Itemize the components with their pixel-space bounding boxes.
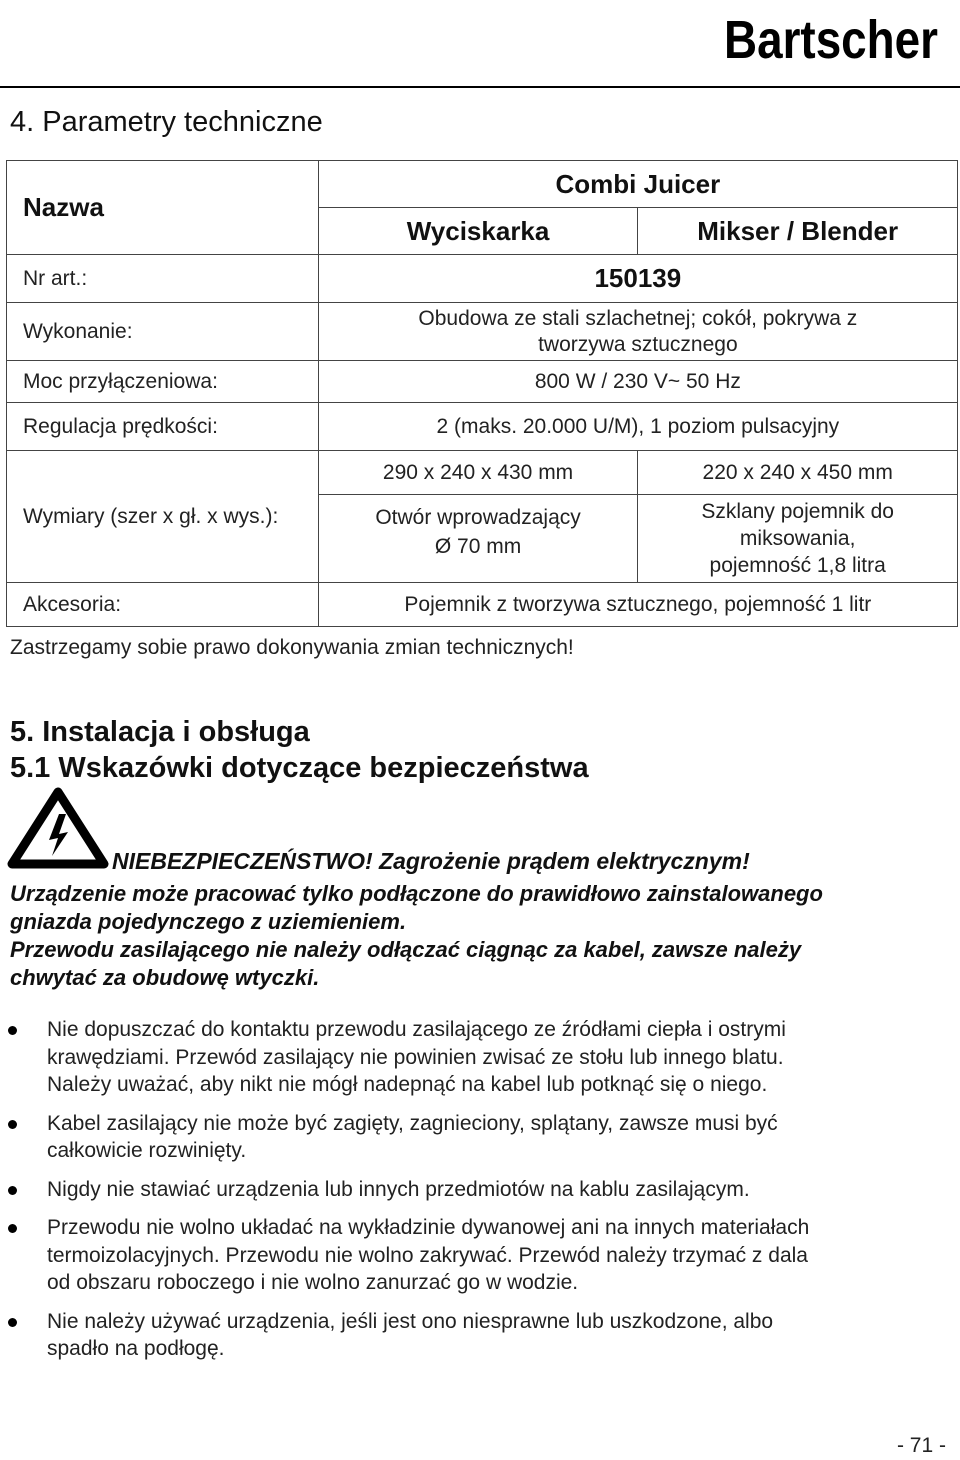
subsection-title: 5.1 Wskazówki dotyczące bezpieczeństwa [10,752,589,784]
logo-text: Bartscher [724,10,938,70]
list-item-line: Przewodu nie wolno układać na wykładzinie dywanowej ani na innych materiałach [47,1216,810,1239]
list-item-line: całkowicie rozwinięty. [47,1139,247,1162]
list-item [0,1214,960,1297]
electric-hazard-icon [6,786,110,870]
art-label: Nr art.: [7,255,319,303]
jar-line: Szklany pojemnik do [701,500,894,523]
list-item-line: termoizolacyjnych. Przewodu nie wolno zakrywać. Przewód należy trzymać z dala [47,1243,808,1267]
safety-list [0,1016,960,1374]
speed-label: Regulacja prędkości: [7,403,319,451]
list-item-line: spadło na podłogę. [47,1337,225,1360]
art-value: 150139 [318,255,957,303]
warning-text: Urządzenie może pracować tylko podłączone do prawidłowo zainstalowanego [10,881,823,906]
warning-text: gniazda pojedynczego z uziemieniem. [10,909,407,934]
variant-juicer: Wyciskarka [318,208,638,255]
bullet-icon [8,1224,17,1233]
list-item [0,1016,960,1099]
list-item-line: Nie dopuszczać do kontaktu przewodu zasilającego ze źródłami ciepła i ostrymi [47,1018,786,1041]
section-title: 5. Instalacja i obsługa [10,716,310,748]
list-item-line: Należy uważać, aby nikt nie mógł nadepnąć na kabel lub potknąć się o niego. [47,1073,768,1096]
list-item-line: krawędziami. Przewód zasilający nie powinien zwisać ze stołu lub innego blatu. [47,1045,784,1069]
list-item-line: Nigdy nie stawiać urządzenia lub innych przedmiotów na kablu zasilającym. [47,1177,750,1201]
power-label: Moc przyłączeniowa: [7,361,319,403]
inlet-line: Ø 70 mm [434,535,522,558]
name-label: Nazwa [7,161,319,255]
list-item [0,1176,960,1204]
bullet-icon [8,1120,17,1129]
build-value-line: Obudowa ze stali szlachetnej; cokół, pokrywa z [418,306,858,330]
bullet-icon [8,1186,17,1195]
bullet-icon [8,1318,17,1327]
spec-table [6,160,958,627]
build-label: Wykonanie: [7,303,319,361]
variant-blender: Mikser / Blender [638,208,958,255]
jar-info [638,495,958,583]
jar-line: pojemność 1,8 litra [709,554,886,577]
dims-label: Wymiary (szer x gł. x wys.): [7,451,319,583]
disclaimer: Zastrzegamy sobie prawo dokonywania zmian technicznych! [10,636,574,659]
speed-value: 2 (maks. 20.000 U/M), 1 poziom pulsacyjny [318,403,957,451]
build-value-line: tworzywa sztucznego [538,332,738,356]
acc-label: Akcesoria: [7,583,319,627]
list-item-line: Nie należy używać urządzenia, jeśli jest ono niesprawne lub uszkodzone, albo [47,1309,774,1333]
list-item [0,1110,960,1165]
dims-blender: 220 x 240 x 450 mm [638,451,958,495]
acc-value: Pojemnik z tworzywa sztucznego, pojemność 1 litr [318,583,957,627]
warning-text: Przewodu zasilającego nie należy odłączać ciągnąc za kabel, zawsze należy [10,937,802,962]
list-item [0,1308,960,1363]
warning-text: chwytać za obudowę wtyczki. [10,965,320,990]
product-name: Combi Juicer [318,161,957,208]
section-title: 4. Parametry techniczne [10,106,323,138]
header-divider [0,86,960,88]
inlet-line: Otwór wprowadzający [375,506,581,529]
bullet-icon [8,1026,17,1035]
bartscher-logo [722,4,942,72]
inlet-info [318,495,638,583]
dims-juicer: 290 x 240 x 430 mm [318,451,638,495]
warning-title: NIEBEZPIECZEŃSTWO! Zagrożenie prądem elektrycznym! [112,848,750,874]
build-value [318,303,957,361]
jar-line: miksowania, [739,527,856,550]
page-number: - 71 - [896,1434,946,1457]
list-item-line: Kabel zasilający nie może być zagięty, zagnieciony, splątany, zawsze musi być [47,1111,778,1135]
power-value: 800 W / 230 V~ 50 Hz [318,361,957,403]
list-item-line: od obszaru roboczego i nie wolno zanurzać go w wodzie. [47,1271,579,1294]
